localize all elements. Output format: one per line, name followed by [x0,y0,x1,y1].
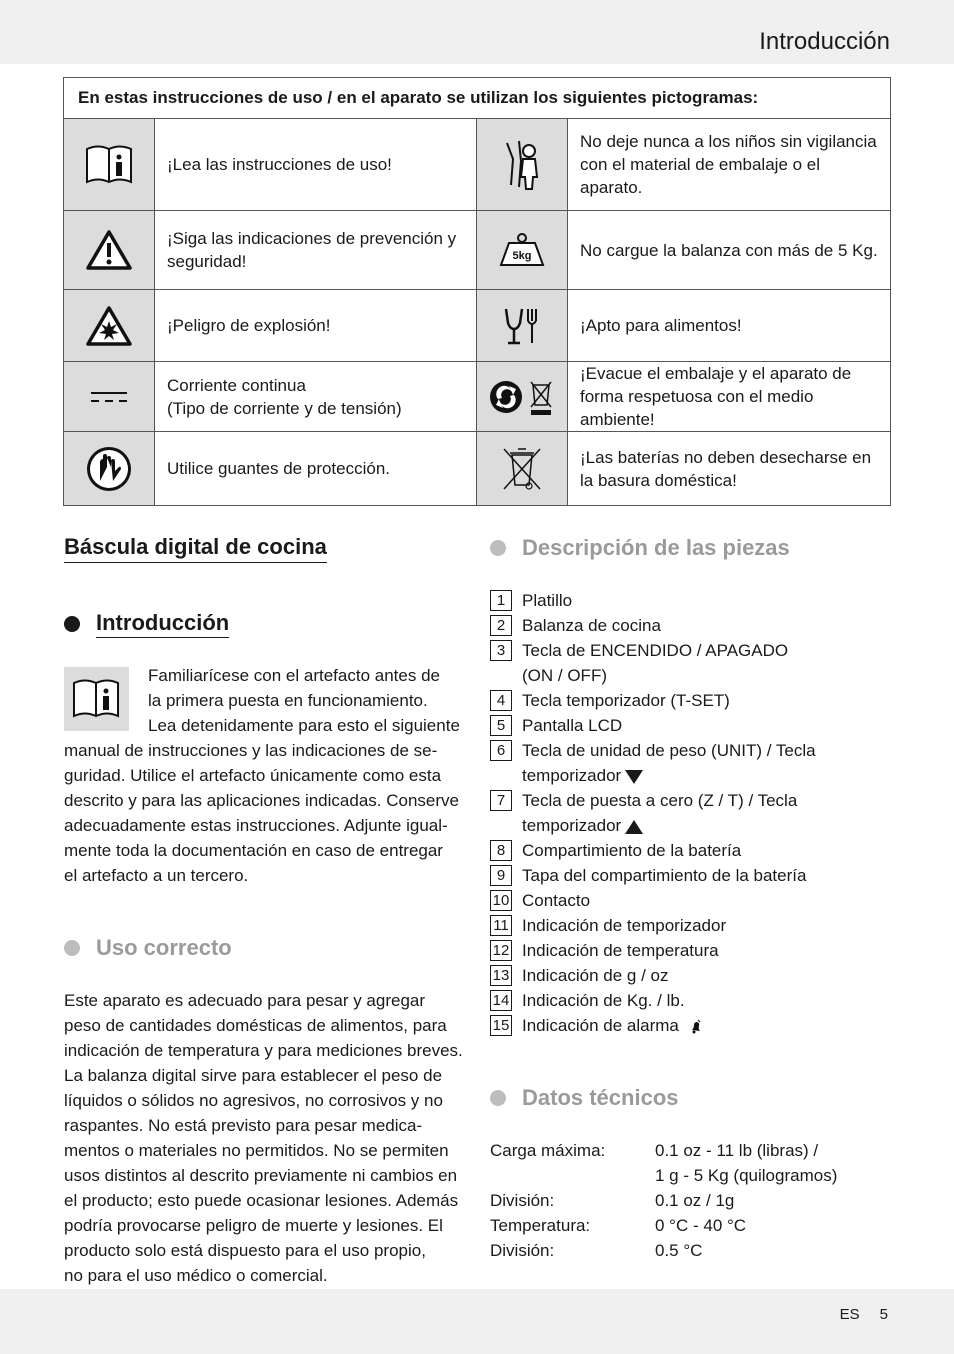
footer-lang: ES [839,1306,860,1323]
use-paragraph: Este aparato es adecuado para pesar y agregar peso de cantidades domésticas de alimentos, para indicación de temperatura y para mediciones breves. La balanza digital sirve para establecer el peso de líquidos o sólidos no agresivos, no corrosivos y no raspantes. No está previsto para pesar medica- mentos o materiales no permitidos. No se permiten usos distintos al descrito previamente ni cambios en el producto; esto puede ocasionar lesiones. Además podría provocarse peligro de muerte y lesiones. El producto solo está dispuesto para el uso propio, no para el uso médico o comercial. [64,991,463,1285]
warning-triangle-icon [64,211,155,290]
spec-row: División: 0.5 °C [490,1241,703,1260]
bullet-icon [490,540,506,556]
list-item: 9 Tapa del compartimiento de la batería [490,863,890,888]
section-heading-uso-correcto: Uso correcto [64,935,232,961]
parts-list [490,588,890,1038]
weight-label: 5kg [512,250,532,262]
weight-5kg-icon [477,211,568,290]
bullet-icon [64,940,80,956]
intro-paragraph-part2: manual de instrucciones y las indicaciones de se- guridad. Utilice el artefacto únicamente como esta descrito y para las aplicaciones indicadas. Conserve adecuadamente estas instrucciones. Adjunte igual- mente toda la documentación en caso de entregar el artefacto a un tercero. [64,741,459,885]
footer [820,1306,888,1323]
pictogram-text: No cargue la balanza con más de 5 Kg. [568,211,891,290]
list-item: 15 Indicación de alarma [490,1013,890,1038]
list-item: 13 Indicación de g / oz [490,963,890,988]
specs-table [490,1138,837,1263]
list-item: 10 Contacto [490,888,890,913]
spec-row: Carga máxima: 0.1 oz - 11 lb (libras) / 1 g - 5 Kg (quilogramos) [490,1141,838,1185]
page-number: 5 [879,1306,888,1323]
pictogram-table-heading: En estas instrucciones de uso / en el aparato se utilizan los siguientes pictogramas: [64,78,891,119]
recycle-bin-icon [477,362,568,432]
section-heading-datos-tecnicos: Datos técnicos [490,1085,679,1111]
main-heading: Báscula digital de cocina [64,534,327,563]
list-item: 11 Indicación de temporizador [490,913,890,938]
explosion-warning-icon [64,290,155,362]
pictogram-text: ¡Las baterías no deben desecharse en la basura doméstica! [568,432,891,506]
list-item: 14 Indicación de Kg. / lb. [490,988,890,1013]
list-item: 2 Balanza de cocina [490,613,890,638]
pictogram-text: ¡Evacue el embalaje y el aparato de forma respetuosa con el medio ambiente! [568,362,891,432]
bullet-icon [64,616,80,632]
list-item: 3 Tecla de ENCENDIDO / APAGADO (ON / OFF) [490,638,890,688]
list-item: 6 Tecla de unidad de peso (UNIT) / Tecla temporizador [490,738,890,788]
list-item: 5 Pantalla LCD [490,713,890,738]
pictogram-text: Utilice guantes de protección. [155,432,477,506]
pictogram-text: ¡Peligro de explosión! [155,290,477,362]
spec-row: Temperatura: 0 °C - 40 °C [490,1216,747,1235]
page-title: Introducción [759,28,890,55]
list-item: 1 Platillo [490,588,890,613]
bullet-icon [490,1090,506,1106]
pictogram-text: ¡Apto para alimentos! [568,290,891,362]
intro-paragraph-part1: Familiarícese con el artefacto antes de la primera puesta en funcionamiento. Lea detenidamente para esto el siguiente [148,666,460,735]
pictogram-text: No deje nunca a los niños sin vigilancia con el material de embalaje o el aparato. [568,119,891,211]
list-item: 7 Tecla de puesta a cero (Z / T) / Tecla temporizador [490,788,890,838]
arrow-down-icon [625,770,643,784]
pictogram-text: ¡Lea las instrucciones de uso! [155,119,477,211]
pictogram-text: ¡Siga las indicaciones de prevención y seguridad! [155,211,477,290]
list-item: 8 Compartimiento de la batería [490,838,890,863]
pictogram-table [63,77,891,506]
pictogram-text: Corriente continua (Tipo de corriente y de tensión) [155,362,477,432]
direct-current-icon [64,362,155,432]
child-warning-icon [477,119,568,211]
book-info-icon [64,119,155,211]
arrow-up-icon [625,820,643,834]
spec-row: División: 0.1 oz / 1g [490,1191,735,1210]
gloves-icon [64,432,155,506]
section-heading-descripcion: Descripción de las piezas [490,535,790,561]
footer-bar [0,1289,954,1354]
list-item: 4 Tecla temporizador (T-SET) [490,688,890,713]
food-safe-icon [477,290,568,362]
crossed-bin-icon [477,432,568,506]
section-heading-introduccion: Introducción [64,610,229,638]
alarm-bell-icon [688,1019,704,1035]
book-info-icon [64,667,129,731]
list-item: 12 Indicación de temperatura [490,938,890,963]
